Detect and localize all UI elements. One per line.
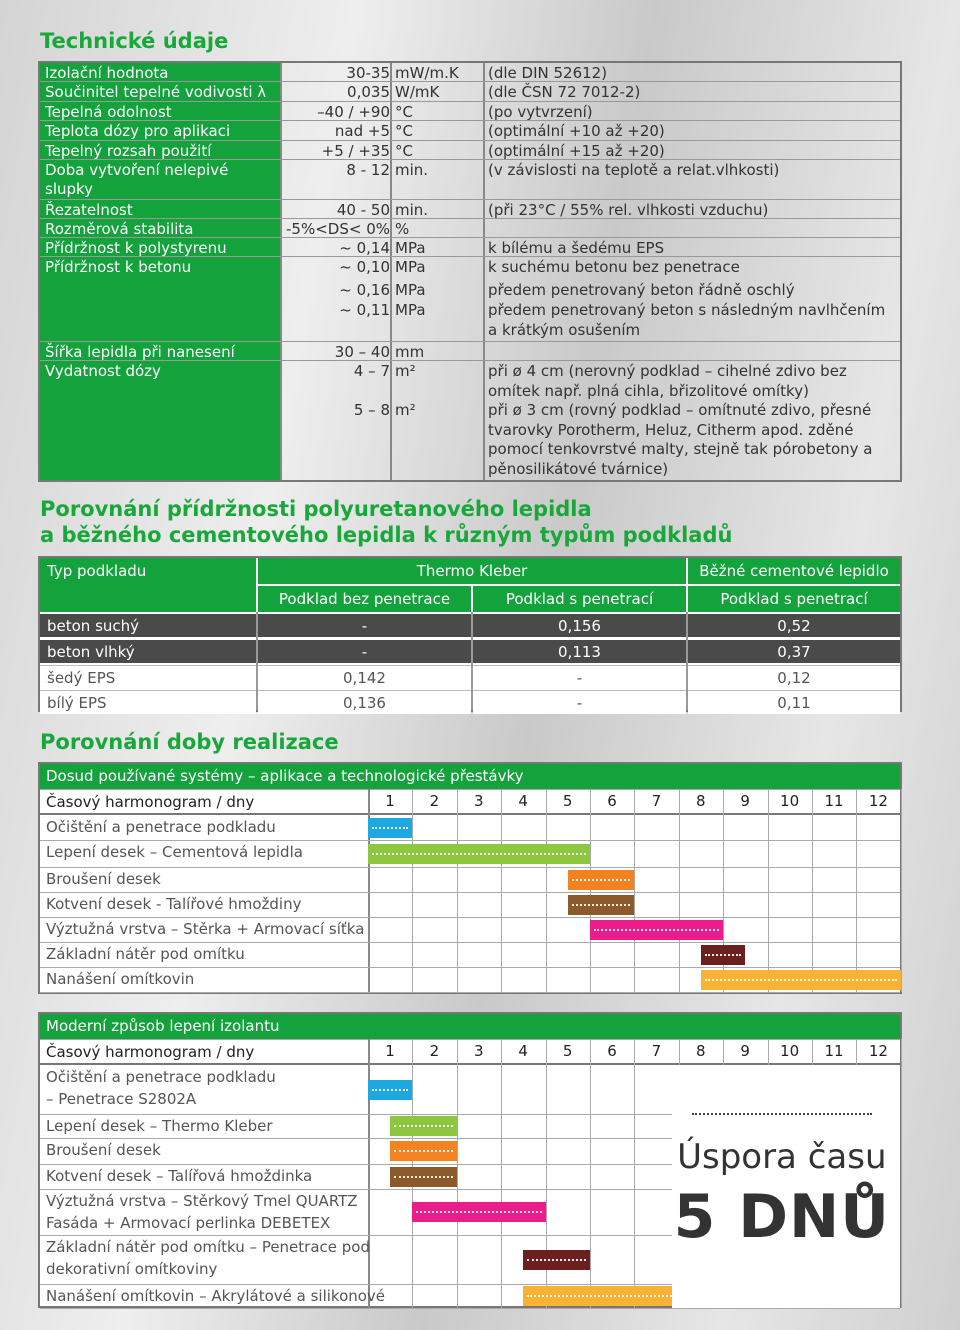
row-value-3: 0,52: [777, 617, 811, 635]
tech-value: -5%<DS< 0%: [286, 220, 390, 238]
technical-table: [38, 61, 902, 482]
tech-unit: %: [395, 220, 410, 238]
tech-unit: MPa: [395, 301, 426, 319]
day-5: 5: [562, 792, 573, 810]
day-10: 10: [780, 1042, 800, 1060]
task-label: Nanášení omítkovin: [46, 970, 195, 988]
task-bar-arrow: [416, 1211, 541, 1213]
row-divider: [40, 341, 900, 342]
row-divider: [40, 1308, 900, 1309]
gantt-modern-header: Moderní způsob lepení izolantu: [40, 1014, 900, 1039]
tech-unit: °C: [395, 103, 413, 121]
row-value-1: -: [361, 643, 368, 661]
day-column-line: [634, 789, 635, 992]
tech-label: Šířka lepidla při nanesení: [45, 343, 235, 361]
tech-label: Přídržnost k polystyrenu: [45, 239, 227, 257]
task-label: Základní nátěr pod omítku – Penetrace pod: [46, 1238, 370, 1256]
tech-label: Tepelný rozsah použití: [45, 142, 212, 160]
sub-header-3: Podklad s penetrací: [720, 590, 868, 608]
task-label: Očištění a penetrace podkladu: [46, 818, 276, 836]
task-label: Kotvení desek – Talířová hmoždinka: [46, 1167, 313, 1185]
row-value-2: -: [576, 669, 583, 687]
tech-unit: W/mK: [395, 83, 440, 101]
task-bar-arrow: [705, 979, 897, 981]
day-9: 9: [740, 1042, 750, 1060]
tech-value: ~ 0,14: [339, 239, 390, 257]
comparison-title-line2: a běžného cementového lepidla k různým typům podkladů: [40, 523, 733, 547]
tech-note: k suchému betonu bez penetrace: [488, 258, 740, 276]
row-divider: [40, 867, 900, 868]
row-divider: [40, 892, 900, 893]
day-column-line: [901, 789, 902, 992]
tech-note: při ø 4 cm (nerovný podklad – cihelné zdivo bez omítek např. plná cihla, břizolitové omítky): [488, 362, 847, 400]
tech-note: předem penetrovaný beton s následným navlhčením a krátkým osušením: [488, 301, 886, 339]
day-5: 5: [562, 1042, 573, 1060]
task-label: Výztužná vrstva – Stěrka + Armovací síťka: [46, 920, 365, 938]
day-2: 2: [429, 1042, 440, 1060]
task-label: Fasáda + Armovací perlinka DEBETEX: [46, 1214, 331, 1232]
task-bar-arrow: [372, 1089, 408, 1091]
type-header: Typ podkladu: [47, 562, 147, 580]
tech-note: při ø 3 cm (rovný podklad – omítnuté zdivo, přesné tvarovky Porotherm, Heluz, Citherm apod. zděné pomocí tenkovrstvé malty, stejně tak pórobetony a pěnosilikátové tvárnice): [488, 401, 873, 478]
task-label: Výztužná vrstva – Stěrkový Tmel QUARTZ: [46, 1192, 358, 1210]
row-divider: [40, 967, 900, 968]
row-value-3: 0,12: [777, 669, 811, 687]
day-column-line: [901, 1039, 902, 1308]
tech-unit: m²: [395, 362, 416, 380]
tech-note: (v závislosti na teplotě a relat.vlhkosti): [488, 161, 780, 179]
task-bar: [590, 920, 723, 940]
task-bar-arrow: [372, 853, 586, 855]
day-8: 8: [696, 792, 706, 810]
day-10: 10: [780, 792, 800, 810]
row-value-1: 0,136: [343, 694, 386, 712]
tech-note: předem penetrovaný beton řádně oschlý: [488, 281, 795, 299]
task-bar: [390, 1141, 457, 1161]
day-1: 1: [385, 792, 395, 810]
task-bar: [390, 1116, 457, 1136]
col-divider: [686, 612, 688, 710]
task-bar-arrow: [527, 1295, 674, 1297]
row-type: beton vlhký: [47, 643, 135, 661]
tech-note: (dle ČSN 72 7012-2): [488, 83, 641, 101]
tech-label: Přídržnost k betonu: [45, 258, 192, 276]
day-6: 6: [607, 1042, 617, 1060]
row-value-2: 0,113: [558, 643, 601, 661]
savings-line1: Úspora času: [677, 1137, 887, 1177]
gantt-old-systems: [38, 762, 902, 994]
day-7: 7: [651, 792, 662, 810]
row-divider: [40, 840, 900, 841]
task-label: dekorativní omítkoviny: [46, 1260, 218, 1278]
row-value-1: 0,142: [343, 669, 386, 687]
tech-value: –40 / +90: [317, 103, 390, 121]
tech-unit: °C: [395, 142, 413, 160]
tech-label: Vydatnost dózy: [45, 362, 161, 380]
day-3: 3: [474, 792, 484, 810]
task-bar: [701, 970, 901, 990]
task-bar: [568, 895, 635, 915]
task-bar: [412, 1202, 545, 1222]
row-type: šedý EPS: [47, 669, 116, 687]
day-column-line: [412, 789, 413, 992]
task-label: Základní nátěr pod omítku: [46, 945, 245, 963]
tech-note: (optimální +10 až +20): [488, 122, 665, 140]
cement-header: Běžné cementové lepidlo: [699, 562, 889, 580]
days-label: Časový harmonogram / dny: [46, 1043, 255, 1061]
row-value-3: 0,37: [777, 643, 811, 661]
task-bar: [523, 1286, 678, 1306]
row-divider: [40, 942, 900, 943]
day-column-line: [856, 789, 857, 992]
tech-unit: °C: [395, 122, 413, 140]
task-bar-arrow: [572, 904, 631, 906]
tech-note: (po vytvrzení): [488, 103, 593, 121]
tech-value: 0,035: [347, 83, 390, 101]
comparison-table: [38, 556, 902, 712]
task-bar-arrow: [372, 827, 408, 829]
tech-value: 5 – 8: [353, 401, 390, 419]
day-column-line: [501, 789, 502, 992]
tech-value: nad +5: [334, 122, 390, 140]
tech-value: +5 / +35: [321, 142, 390, 160]
day-3: 3: [474, 1042, 484, 1060]
task-bar: [523, 1250, 590, 1270]
day-8: 8: [696, 1042, 706, 1060]
task-label: Lepení desek – Cementová lepidla: [46, 843, 303, 861]
tech-label: Součinitel tepelné vodivosti λ: [45, 83, 267, 101]
tech-unit: m²: [395, 401, 416, 419]
day-column-line: [679, 789, 680, 992]
savings-box: [672, 1065, 900, 1308]
tech-unit: MPa: [395, 281, 426, 299]
gantt-old-header: Dosud používané systémy – aplikace a technologické přestávky: [40, 764, 900, 789]
day-6: 6: [607, 792, 617, 810]
day-12: 12: [868, 1042, 888, 1060]
days-label: Časový harmonogram / dny: [46, 793, 255, 811]
day-column-line: [501, 1039, 502, 1308]
task-bar-arrow: [394, 1150, 453, 1152]
days-divider: [40, 813, 900, 815]
tech-label: Řezatelnost: [45, 201, 133, 219]
task-bar-arrow: [705, 954, 741, 956]
day-11: 11: [824, 1042, 844, 1060]
technical-title: Technické údaje: [40, 29, 229, 53]
day-column-line: [634, 1039, 635, 1308]
task-label: Broušení desek: [46, 1141, 161, 1159]
task-bar: [368, 818, 412, 838]
day-column-line: [768, 789, 769, 992]
savings-dotted-line: [692, 1113, 872, 1115]
task-bar: [701, 945, 745, 965]
row-type: bílý EPS: [47, 694, 107, 712]
tech-unit: MPa: [395, 258, 426, 276]
tech-unit: MPa: [395, 239, 426, 257]
tech-label: Tepelná odolnost: [45, 103, 172, 121]
tech-label: Izolační hodnota: [45, 64, 169, 82]
task-bar: [568, 870, 635, 890]
col-divider: [471, 612, 473, 710]
day-4: 4: [518, 1042, 528, 1060]
tech-value: ~ 0,16: [339, 281, 390, 299]
thermo-header: Thermo Kleber: [416, 562, 528, 580]
task-label: Kotvení desek - Talířové hmoždiny: [46, 895, 302, 913]
comparison-title-line1: Porovnání přídržnosti polyuretanového lepidla: [40, 497, 592, 521]
row-value-2: 0,156: [558, 617, 601, 635]
savings-line2: 5 DNŮ: [673, 1182, 890, 1252]
row-value-1: -: [361, 617, 368, 635]
tech-label: Rozměrová stabilita: [45, 220, 194, 238]
task-bar-arrow: [394, 1176, 453, 1178]
task-label: – Penetrace S2802A: [46, 1090, 197, 1108]
tech-value: ~ 0,11: [339, 301, 390, 319]
task-bar: [390, 1167, 457, 1187]
task-bar: [368, 844, 590, 864]
task-bar-arrow: [527, 1259, 586, 1261]
task-label: Očištění a penetrace podkladu: [46, 1068, 276, 1086]
tech-unit: min.: [395, 161, 429, 179]
day-7: 7: [651, 1042, 662, 1060]
task-bar-arrow: [572, 879, 631, 881]
tech-value: ~ 0,10: [339, 258, 390, 276]
col-divider: [256, 612, 258, 710]
day-column-line: [590, 1039, 591, 1308]
row-divider: [40, 917, 900, 918]
tech-label: Teplota dózy pro aplikaci: [45, 122, 231, 140]
day-11: 11: [824, 792, 844, 810]
tech-value: 8 - 12: [346, 161, 390, 179]
tech-unit: min.: [395, 201, 429, 219]
day-4: 4: [518, 792, 528, 810]
gantt-modern-systems: [38, 1012, 902, 1308]
tech-value: 40 - 50: [336, 201, 390, 219]
task-label: Broušení desek: [46, 870, 161, 888]
tech-value: 30-35: [346, 64, 390, 82]
day-column-line: [546, 789, 547, 992]
day-column-line: [457, 789, 458, 992]
row-divider: [40, 992, 900, 993]
row-divider: [40, 199, 900, 200]
task-bar-arrow: [394, 1125, 453, 1127]
tech-label: Doba vytvoření nelepivé slupky: [45, 161, 229, 198]
tech-unit: mm: [395, 343, 425, 361]
tech-note: (optimální +15 až +20): [488, 142, 665, 160]
task-label: Nanášení omítkovin – Akrylátové a silikonové: [46, 1287, 386, 1305]
tech-note: (dle DIN 52612): [488, 64, 608, 82]
row-value-3: 0,11: [777, 694, 811, 712]
sub-header-1: Podklad bez penetrace: [278, 590, 451, 608]
day-column-line: [590, 789, 591, 992]
tech-unit: mW/m.K: [395, 64, 459, 82]
task-bar: [368, 1080, 412, 1100]
tech-value: 30 – 40: [334, 343, 390, 361]
day-12: 12: [868, 792, 888, 810]
day-9: 9: [740, 792, 750, 810]
day-column-line: [457, 1039, 458, 1308]
day-column-line: [812, 789, 813, 992]
task-bar-arrow: [594, 929, 719, 931]
row-type: beton suchý: [47, 617, 140, 635]
tech-note: (při 23°C / 55% rel. vlhkosti vzduchu): [488, 201, 769, 219]
tech-note: k bílému a šedému EPS: [488, 239, 665, 257]
sub-header-2: Podklad s penetrací: [505, 590, 654, 608]
day-2: 2: [429, 792, 440, 810]
task-label: Lepení desek – Thermo Kleber: [46, 1117, 273, 1135]
tech-value: 4 – 7: [353, 362, 390, 380]
row-divider: [40, 665, 900, 666]
row-divider: [40, 690, 900, 691]
timing-title: Porovnání doby realizace: [40, 730, 339, 754]
row-value-2: -: [576, 694, 583, 712]
day-1: 1: [385, 1042, 395, 1060]
